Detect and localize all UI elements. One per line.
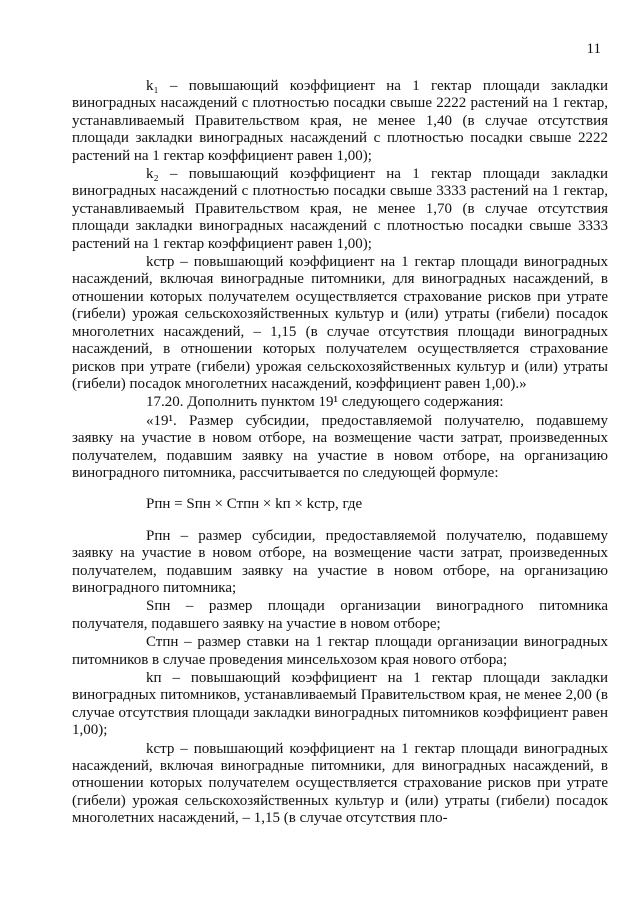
paragraph-17-20: 17.20. Дополнить пунктом 19¹ следующего содержания:	[146, 394, 504, 411]
page-number: 11	[586, 41, 601, 57]
formula: Pпн = Sпн × Стпн × kп × kстр, где	[146, 496, 363, 513]
definition-kstr: kстр – повышающий коэффициент на 1 гектар площади виноградных насаждений, включая виноградные питомники, для виноградных насаждений, в отношении которых получателем осуществляется страхование рисков при утрате (гибели) урожая сельскохозяйственных культур и (или) утраты (гибели) посадок многолетних насаждений, – 1,15 (в случае отсутствия пло-	[72, 740, 608, 827]
definition-kp: kп – повышающий коэффициент на 1 гектар площади закладки виноградных питомников, устанавливаемый Правительством края, не менее 2,00 (в случае отсутствия площади закладки виноградных питомников коэффициент равен 1,00);	[72, 670, 608, 739]
paragraph-k2: k₂ – повышающий коэффициент на 1 гектар площади закладки виноградных насаждений с плотностью посадки свыше 3333 растений на 1 гектар, устанавливаемый Правительством края, не менее 1,70 (в случае отсутствия площади закладки виноградных насаждений с плотностью посадки свыше 3333 растений на 1 гектар коэффициент равен 1,00);	[72, 166, 608, 252]
document-body	[72, 78, 608, 828]
paragraph-k1: k₁ – повышающий коэффициент на 1 гектар площади закладки виноградных насаждений с плотностью посадки свыше 2222 растений на 1 гектар, устанавливаемый Правительством края, не менее 1,40 (в случае отсутствия площади закладки виноградных насаждений с плотностью посадки свыше 2222 растений на 1 гектар коэффициент равен 1,00);	[72, 78, 608, 164]
paragraph-kstr: kстр – повышающий коэффициент на 1 гектар площади виноградных насаждений, включая виноградные питомники, для виноградных насаждений, в отношении которых получателем осуществляется страхование рисков при утрате (гибели) урожая сельскохозяйственных культур и (или) утраты (гибели) посадок многолетних насаждений, – 1,15 (в случае отсутствия площади виноградных насаждений, в отношении которых получателем осуществляется страхование рисков при утрате (гибели) урожая сельскохозяйственных культур и (или) утраты (гибели) посадок многолетних насаждений, коэффициент равен 1,00).»	[72, 254, 608, 392]
definition-stpn: Стпн – размер ставки на 1 гектар площади организации виноградных питомников в случае проведения минсельхозом края нового отбора;	[72, 634, 608, 668]
definition-ppn: Pпн – размер субсидии, предоставляемой получателю, подавшему заявку на участие в новом отборе, на возмещение части затрат, произведенных получателем, подавшим заявку на участие в новом отборе, на организацию виноградного питомника;	[72, 527, 608, 596]
paragraph-19-1: «19¹. Размер субсидии, предоставляемой получателю, подавшему заявку на участие в новом отборе, на возмещение части затрат, произведенных получателем, подавшим заявку на участие в новом отборе, на организацию виноградного питомника, рассчитывается по следующей формуле:	[72, 412, 608, 481]
definition-spn: Sпн – размер площади организации виноградного питомника получателя, подавшего заявку на участие в новом отборе;	[72, 598, 608, 632]
